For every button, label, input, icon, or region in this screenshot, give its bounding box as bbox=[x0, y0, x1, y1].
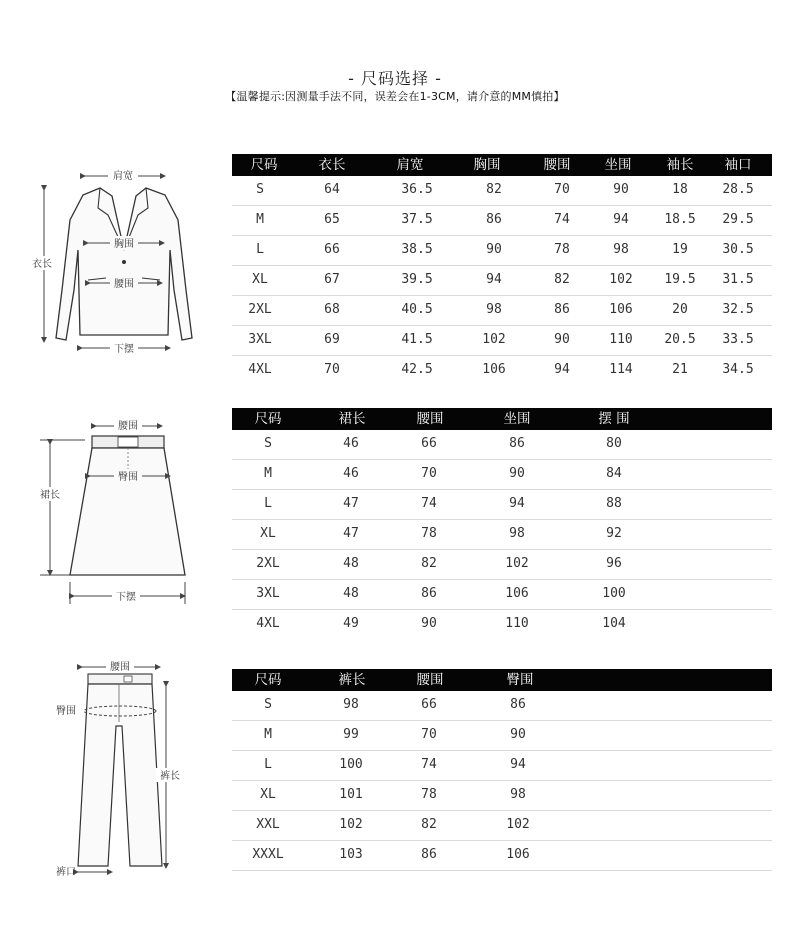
header-cell: 袖长 bbox=[666, 157, 694, 173]
skirt-hem-label: 下摆 bbox=[116, 592, 136, 603]
table-cell: 67 bbox=[324, 272, 340, 287]
header-cell: 袖口 bbox=[724, 157, 752, 173]
table-header bbox=[232, 154, 772, 176]
table-cell: 102 bbox=[609, 272, 633, 287]
table-row bbox=[232, 751, 772, 781]
table-cell: 74 bbox=[421, 757, 437, 772]
table-header bbox=[232, 669, 772, 691]
table-row bbox=[232, 841, 772, 871]
table-cell: 40.5 bbox=[401, 302, 433, 317]
pants-size-table bbox=[232, 669, 772, 871]
table-row bbox=[232, 721, 772, 751]
table-cell: 31.5 bbox=[722, 272, 754, 287]
table-cell: 66 bbox=[324, 242, 340, 257]
jacket-shoulder-label: 肩宽 bbox=[113, 171, 133, 182]
header-cell: 尺码 bbox=[250, 157, 278, 173]
table-cell: 20 bbox=[672, 302, 688, 317]
table-cell: 102 bbox=[506, 817, 530, 832]
table-cell: 94 bbox=[510, 757, 526, 772]
table-cell: XL bbox=[260, 787, 276, 802]
table-cell: 96 bbox=[606, 556, 622, 571]
table-cell: 2XL bbox=[256, 556, 280, 571]
header-cell: 肩宽 bbox=[396, 157, 424, 173]
table-cell: 78 bbox=[421, 787, 437, 802]
table-cell: 33.5 bbox=[722, 332, 754, 347]
table-row bbox=[232, 460, 772, 490]
skirt-waist-label: 腰围 bbox=[118, 421, 138, 432]
header-cell: 衣长 bbox=[318, 157, 346, 173]
skirt-hip-label: 臀围 bbox=[118, 472, 138, 483]
table-cell: 90 bbox=[510, 727, 526, 742]
table-cell: 64 bbox=[324, 182, 340, 197]
table-cell: 86 bbox=[554, 302, 570, 317]
skirt-size-table bbox=[232, 408, 772, 639]
skirt-length-label: 裙长 bbox=[40, 490, 60, 501]
table-cell: 20.5 bbox=[664, 332, 696, 347]
table-cell: 88 bbox=[606, 496, 622, 511]
header-cell: 腰围 bbox=[416, 411, 444, 427]
table-cell: 90 bbox=[509, 466, 525, 481]
table-cell: 103 bbox=[339, 847, 363, 862]
table-cell: 4XL bbox=[256, 616, 280, 631]
table-cell: 49 bbox=[343, 616, 359, 631]
table-cell: M bbox=[256, 212, 264, 227]
header-cell: 臀围 bbox=[506, 672, 534, 688]
table-cell: 90 bbox=[421, 616, 437, 631]
table-row bbox=[232, 781, 772, 811]
table-cell: 48 bbox=[343, 586, 359, 601]
table-cell: S bbox=[264, 697, 272, 712]
table-cell: 86 bbox=[421, 847, 437, 862]
table-cell: XXL bbox=[256, 817, 280, 832]
table-cell: 46 bbox=[343, 436, 359, 451]
table-row bbox=[232, 691, 772, 721]
table-cell: 32.5 bbox=[722, 302, 754, 317]
table-cell: 102 bbox=[339, 817, 363, 832]
table-cell: 86 bbox=[510, 697, 526, 712]
table-cell: 94 bbox=[486, 272, 502, 287]
table-cell: 46 bbox=[343, 466, 359, 481]
table-cell: 98 bbox=[509, 526, 525, 541]
table-row bbox=[232, 236, 772, 266]
table-cell: 82 bbox=[554, 272, 570, 287]
jacket-diagram bbox=[28, 160, 218, 360]
table-cell: 101 bbox=[339, 787, 363, 802]
table-cell: 86 bbox=[421, 586, 437, 601]
table-cell: 65 bbox=[324, 212, 340, 227]
table-row bbox=[232, 550, 772, 580]
table-cell: 2XL bbox=[248, 302, 272, 317]
table-cell: 78 bbox=[421, 526, 437, 541]
table-cell: 29.5 bbox=[722, 212, 754, 227]
table-cell: 39.5 bbox=[401, 272, 433, 287]
table-cell: 82 bbox=[486, 182, 502, 197]
header-cell: 腰围 bbox=[543, 157, 571, 173]
table-cell: 102 bbox=[482, 332, 506, 347]
header-cell: 坐围 bbox=[604, 157, 632, 173]
table-cell: 94 bbox=[613, 212, 629, 227]
table-cell: 90 bbox=[486, 242, 502, 257]
table-row bbox=[232, 326, 772, 356]
page-title: - 尺码选择 - bbox=[348, 69, 442, 88]
table-row bbox=[232, 266, 772, 296]
table-cell: S bbox=[264, 436, 272, 451]
table-cell: M bbox=[264, 466, 272, 481]
table-cell: XXXL bbox=[252, 847, 284, 862]
table-cell: 74 bbox=[421, 496, 437, 511]
table-cell: 98 bbox=[486, 302, 502, 317]
table-cell: 66 bbox=[421, 436, 437, 451]
table-cell: 68 bbox=[324, 302, 340, 317]
table-cell: 84 bbox=[606, 466, 622, 481]
table-cell: 36.5 bbox=[401, 182, 433, 197]
table-cell: 19.5 bbox=[664, 272, 696, 287]
table-row bbox=[232, 176, 772, 206]
table-cell: 106 bbox=[505, 586, 529, 601]
table-cell: 106 bbox=[506, 847, 530, 862]
pants-cuff-label: 裤口 bbox=[56, 867, 76, 878]
table-row bbox=[232, 430, 772, 460]
table-cell: 86 bbox=[486, 212, 502, 227]
table-cell: L bbox=[256, 242, 264, 257]
pants-hip-label: 臀围 bbox=[56, 706, 76, 717]
table-cell: 92 bbox=[606, 526, 622, 541]
table-cell: 28.5 bbox=[722, 182, 754, 197]
table-cell: L bbox=[264, 496, 272, 511]
table-cell: 21 bbox=[672, 362, 688, 377]
header-cell: 胸围 bbox=[473, 157, 501, 173]
table-cell: L bbox=[264, 757, 272, 772]
table-cell: 78 bbox=[554, 242, 570, 257]
table-cell: 98 bbox=[613, 242, 629, 257]
table-cell: S bbox=[256, 182, 264, 197]
table-cell: 42.5 bbox=[401, 362, 433, 377]
table-cell: 38.5 bbox=[401, 242, 433, 257]
table-row bbox=[232, 206, 772, 236]
table-cell: M bbox=[264, 727, 272, 742]
jacket-chest-label: 胸围 bbox=[114, 239, 134, 250]
table-cell: 4XL bbox=[248, 362, 272, 377]
pants-length-label: 裤长 bbox=[160, 771, 180, 782]
table-cell: 98 bbox=[510, 787, 526, 802]
table-cell: 82 bbox=[421, 556, 437, 571]
table-row bbox=[232, 490, 772, 520]
table-cell: 47 bbox=[343, 526, 359, 541]
table-cell: 69 bbox=[324, 332, 340, 347]
table-cell: 19 bbox=[672, 242, 688, 257]
table-cell: 70 bbox=[421, 466, 437, 481]
header-cell: 腰围 bbox=[416, 672, 444, 688]
header-cell: 坐围 bbox=[503, 411, 531, 427]
table-row bbox=[232, 520, 772, 550]
table-cell: 106 bbox=[482, 362, 506, 377]
jacket-waist-label: 腰围 bbox=[114, 279, 134, 290]
table-header bbox=[232, 408, 772, 430]
table-cell: 30.5 bbox=[722, 242, 754, 257]
table-cell: 102 bbox=[505, 556, 529, 571]
table-cell: 114 bbox=[609, 362, 633, 377]
table-cell: 106 bbox=[609, 302, 633, 317]
table-cell: 66 bbox=[421, 697, 437, 712]
table-cell: 90 bbox=[554, 332, 570, 347]
table-cell: 48 bbox=[343, 556, 359, 571]
table-cell: 94 bbox=[509, 496, 525, 511]
table-cell: 90 bbox=[613, 182, 629, 197]
table-cell: 110 bbox=[609, 332, 633, 347]
table-cell: XL bbox=[260, 526, 276, 541]
jacket-hem-label: 下摆 bbox=[114, 344, 134, 355]
table-cell: 3XL bbox=[256, 586, 280, 601]
skirt-diagram bbox=[30, 412, 205, 612]
table-row bbox=[232, 610, 772, 639]
table-cell: 3XL bbox=[248, 332, 272, 347]
table-cell: 99 bbox=[343, 727, 359, 742]
measurement-note: 【温馨提示:因测量手法不同，误差会在1-3CM，请介意的MM慎拍】 bbox=[225, 90, 565, 103]
table-cell: 18.5 bbox=[664, 212, 696, 227]
table-row bbox=[232, 811, 772, 841]
pants-diagram bbox=[50, 656, 190, 886]
jacket-length-label: 衣长 bbox=[32, 259, 52, 270]
table-cell: 70 bbox=[554, 182, 570, 197]
table-row bbox=[232, 580, 772, 610]
table-cell: XL bbox=[252, 272, 268, 287]
table-cell: 104 bbox=[602, 616, 626, 631]
table-row bbox=[232, 296, 772, 326]
table-cell: 110 bbox=[505, 616, 529, 631]
header-cell: 裙长 bbox=[338, 411, 366, 427]
table-cell: 98 bbox=[343, 697, 359, 712]
table-cell: 18 bbox=[672, 182, 688, 197]
table-cell: 74 bbox=[554, 212, 570, 227]
table-cell: 100 bbox=[339, 757, 363, 772]
table-cell: 37.5 bbox=[401, 212, 433, 227]
table-cell: 86 bbox=[509, 436, 525, 451]
table-row bbox=[232, 356, 772, 385]
table-cell: 94 bbox=[554, 362, 570, 377]
pants-waist-label: 腰围 bbox=[110, 662, 130, 673]
jacket-size-table bbox=[232, 154, 772, 385]
table-cell: 41.5 bbox=[401, 332, 433, 347]
header-cell: 尺码 bbox=[254, 411, 282, 427]
table-cell: 47 bbox=[343, 496, 359, 511]
table-cell: 80 bbox=[606, 436, 622, 451]
table-cell: 70 bbox=[324, 362, 340, 377]
header-cell: 摆 围 bbox=[598, 411, 630, 427]
table-cell: 34.5 bbox=[722, 362, 754, 377]
header-cell: 裤长 bbox=[338, 672, 366, 688]
table-cell: 82 bbox=[421, 817, 437, 832]
table-cell: 70 bbox=[421, 727, 437, 742]
header-cell: 尺码 bbox=[254, 672, 282, 688]
table-cell: 100 bbox=[602, 586, 626, 601]
